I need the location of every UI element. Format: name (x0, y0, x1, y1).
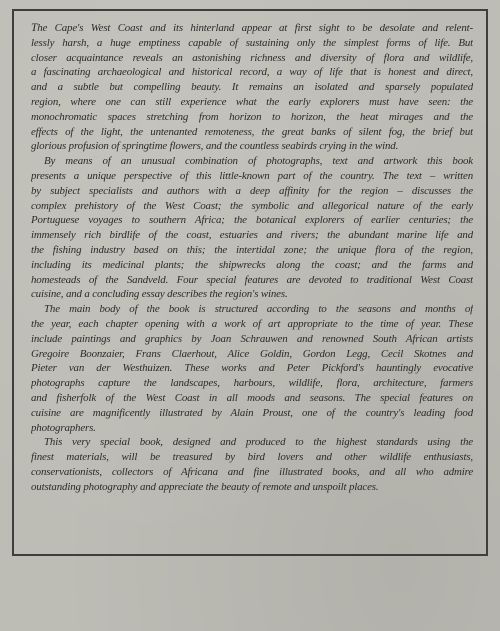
text-line: by subject specialists and authors with a deep affinity for the region – discusses the (31, 184, 473, 197)
text-line: complex prehistory of the West Coast; the symbolic and allegorical nature of the early (31, 199, 473, 212)
text-line: monochromatic spaces stretching from horizon to horizon, the heat mirages and the (31, 110, 473, 123)
text-line: a fascinating archaeological and historical record, a way of life that is honest and direct, (31, 66, 473, 79)
text-line: The Cape's West Coast and its hinterland appear at first sight to be desolate and relent- (31, 22, 473, 34)
text-line: photographers. (31, 421, 96, 434)
text-line: Pieter van der Westhuizen. These works and Peter Pickford's hauntingly evocative (31, 362, 473, 375)
text-line: By means of an unusual combination of photographs, text and artwork this book (44, 155, 473, 168)
text-line: This very special book, designed and produced to the highest standards using the (44, 436, 473, 449)
text-line: and a subtle but compelling beauty. It remains an isolated and sparsely populated (31, 81, 473, 94)
text-line: the fishing industry based on this; the intertidal zone; the unique flora of the region, (31, 243, 473, 256)
text-line: glorious profusion of springtime flowers, and the countless seabirds crying in the wind. (31, 140, 399, 153)
text-line: homesteads of the Sandveld. Four special features are devoted to traditional West Coast (31, 273, 473, 286)
text-line: outstanding photography and appreciate the beauty of remote and unspoilt places. (31, 480, 379, 493)
text-line: effects of the light, the untenanted remoteness, the great banks of silent fog, the brief but (31, 125, 473, 138)
text-line: lessly harsh, a huge emptiness capable of sustaining only the simplest forms of life. But (31, 36, 473, 49)
text-line: region, where one can still experience what the early explorers must have seen: the (31, 95, 473, 108)
text-line: photographs capture the landscapes, harbours, wildlife, flora, architecture, farmers (31, 377, 473, 390)
text-line: the year, each chapter opening with a work of art appropriate to the time of year. These (31, 317, 473, 330)
text-line: and fisherfolk of the West Coast in all moods and seasons. The special features on (31, 391, 473, 404)
text-line: immensely rich birdlife of the coast, estuaries and rivers; the abundant marine life and (31, 229, 473, 242)
text-line: Portuguese voyages to southern Africa; the botanical explorers of earlier centuries; the (31, 214, 473, 227)
text-line: Gregoire Boonzaier, Frans Claerhout, Alice Goldin, Gordon Legg, Cecil Skotnes and (31, 347, 473, 360)
text-line: including its medicinal plants; the shipwrecks along the coast; and the farms and (31, 258, 473, 271)
text-line: presents a unique perspective of this little-known part of the country. The text – written (31, 169, 473, 182)
text-line: cuisine are magnificently illustrated by Alain Proust, one of the country's leading food (31, 406, 473, 419)
text-line: The main body of the book is structured according to the seasons and months of (44, 303, 473, 316)
text-line: conservationists, collectors of Africana and fine illustrated books, and all who admire (31, 465, 473, 478)
blurb-text-block (31, 21, 473, 495)
text-line: finest materials, will be treasured by bird lovers and other wildlife enthusiasts, (31, 451, 473, 464)
text-line: closer acquaintance reveals an astonishing richness and diversity of flora and wildlife, (31, 51, 473, 64)
text-line: include paintings and graphics by Joan Schrauwen and renowned South African artists (31, 332, 473, 345)
text-line: cuisine, and a concluding essay describes the region's wines. (31, 288, 288, 301)
